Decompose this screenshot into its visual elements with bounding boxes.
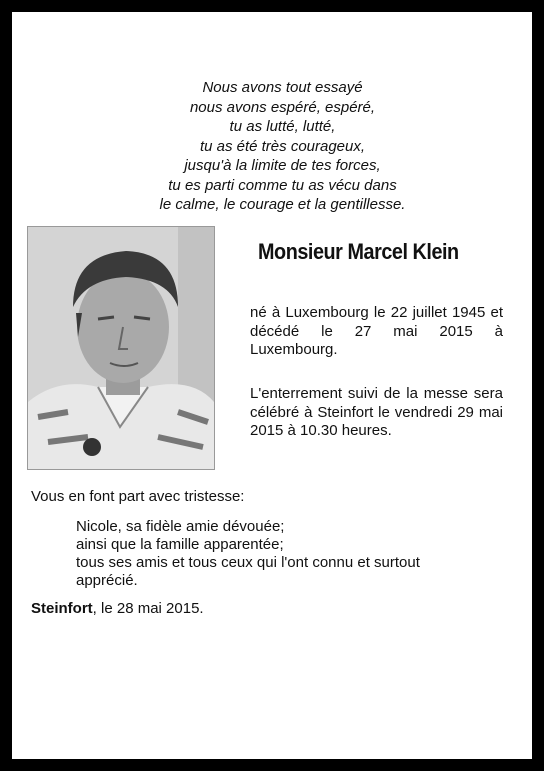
poem-line: tu as lutté, lutté, <box>229 118 336 135</box>
funeral-details: L'enterrement suivi de la messe sera célébré à Steinfort le vendredi 29 mai 2015 à 10.30 heures. <box>250 385 503 439</box>
signature-line <box>31 600 204 617</box>
announcement-line: Vous en font part avec tristesse: <box>31 488 245 505</box>
poem-line: jusqu'à la limite de tes forces, <box>184 157 381 174</box>
family-line: ainsi que la famille apparentée; <box>76 536 284 553</box>
deceased-name: Monsieur Marcel Klein <box>258 239 459 264</box>
poem <box>12 78 544 215</box>
family-line: tous ses amis et tous ceux qui l'ont connu et surtout <box>76 554 420 571</box>
obituary-card <box>12 12 532 759</box>
poem-line: Nous avons tout essayé <box>202 79 363 96</box>
poem-line: tu as été très courageux, <box>199 137 366 155</box>
family-list <box>76 518 496 590</box>
poem-line: tu es parti comme tu as vécu dans <box>168 176 397 194</box>
birth-death-details: né à Luxembourg le 22 juillet 1945 et décédé le 27 mai 2015 à Luxembourg. <box>250 304 503 358</box>
signature-date: , le 28 mai 2015. <box>92 600 204 617</box>
portrait-illustration <box>28 227 214 469</box>
portrait-photo <box>27 226 215 470</box>
poem-line: nous avons espéré, espéré, <box>189 98 376 116</box>
poem-line: le calme, le courage et la gentillesse. <box>159 196 406 213</box>
family-line: Nicole, sa fidèle amie dévouée; <box>76 518 285 535</box>
family-line: apprécié. <box>76 572 138 589</box>
signature-place: Steinfort <box>31 600 93 617</box>
